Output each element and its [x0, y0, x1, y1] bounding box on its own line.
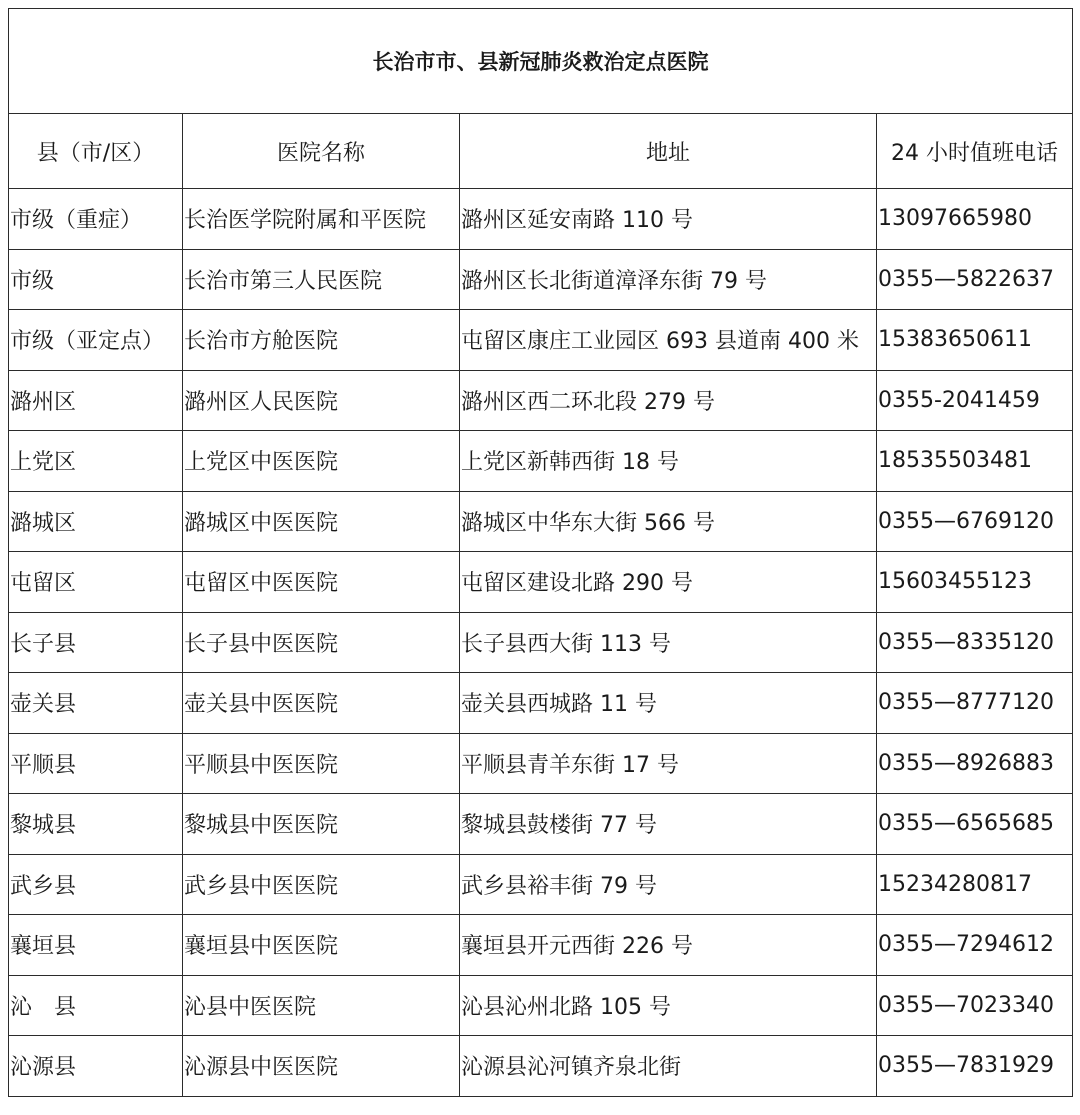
- cell-address: 黎城县鼓楼街 77 号: [460, 794, 877, 855]
- cell-phone: 0355—5822637: [877, 249, 1073, 310]
- table-row: [9, 612, 1073, 673]
- cell-address: 潞州区西二环北段 279 号: [460, 370, 877, 431]
- cell-hospital: 沁县中医医院: [183, 975, 460, 1036]
- cell-county: 平顺县: [9, 733, 183, 794]
- cell-phone: 15383650611: [877, 310, 1073, 371]
- cell-phone: 0355—6565685: [877, 794, 1073, 855]
- cell-address: 沁源县沁河镇齐泉北街: [460, 1036, 877, 1097]
- cell-county: 屯留区: [9, 552, 183, 613]
- cell-hospital: 武乡县中医医院: [183, 854, 460, 915]
- cell-address: 武乡县裕丰街 79 号: [460, 854, 877, 915]
- table-row: [9, 854, 1073, 915]
- cell-county: 潞州区: [9, 370, 183, 431]
- cell-county: 市级: [9, 249, 183, 310]
- cell-county: 沁 县: [9, 975, 183, 1036]
- cell-hospital: 潞城区中医医院: [183, 491, 460, 552]
- table-row: [9, 915, 1073, 976]
- table-row: [9, 310, 1073, 371]
- hospital-table: [8, 8, 1073, 1097]
- title-row: [9, 9, 1073, 114]
- table-row: [9, 1036, 1073, 1097]
- cell-hospital: 沁源县中医医院: [183, 1036, 460, 1097]
- cell-address: 襄垣县开元西街 226 号: [460, 915, 877, 976]
- cell-county: 市级（亚定点）: [9, 310, 183, 371]
- table-row: [9, 491, 1073, 552]
- cell-county: 黎城县: [9, 794, 183, 855]
- header-phone: 24 小时值班电话: [877, 114, 1073, 189]
- cell-address: 上党区新韩西街 18 号: [460, 431, 877, 492]
- header-hospital: 医院名称: [183, 114, 460, 189]
- cell-county: 武乡县: [9, 854, 183, 915]
- table-row: [9, 189, 1073, 250]
- cell-phone: 0355—8777120: [877, 673, 1073, 734]
- cell-phone: 13097665980: [877, 189, 1073, 250]
- cell-phone: 15603455123: [877, 552, 1073, 613]
- cell-county: 潞城区: [9, 491, 183, 552]
- table-row: [9, 249, 1073, 310]
- table-title: 长治市市、县新冠肺炎救治定点医院: [9, 9, 1073, 114]
- cell-address: 平顺县青羊东街 17 号: [460, 733, 877, 794]
- cell-county: 壶关县: [9, 673, 183, 734]
- cell-hospital: 长治市方舱医院: [183, 310, 460, 371]
- cell-phone: 0355—8335120: [877, 612, 1073, 673]
- table-row: [9, 794, 1073, 855]
- cell-phone: 18535503481: [877, 431, 1073, 492]
- table-row: [9, 370, 1073, 431]
- cell-phone: 0355—7294612: [877, 915, 1073, 976]
- cell-hospital: 黎城县中医医院: [183, 794, 460, 855]
- cell-county: 沁源县: [9, 1036, 183, 1097]
- cell-phone: 0355-2041459: [877, 370, 1073, 431]
- header-county: 县（市/区）: [9, 114, 183, 189]
- cell-hospital: 平顺县中医医院: [183, 733, 460, 794]
- cell-hospital: 上党区中医医院: [183, 431, 460, 492]
- cell-hospital: 长治市第三人民医院: [183, 249, 460, 310]
- cell-hospital: 长子县中医医院: [183, 612, 460, 673]
- table-row: [9, 552, 1073, 613]
- header-address: 地址: [460, 114, 877, 189]
- cell-address: 长子县西大街 113 号: [460, 612, 877, 673]
- cell-hospital: 襄垣县中医医院: [183, 915, 460, 976]
- cell-phone: 0355—7023340: [877, 975, 1073, 1036]
- cell-county: 襄垣县: [9, 915, 183, 976]
- cell-address: 潞州区长北街道漳泽东街 79 号: [460, 249, 877, 310]
- table-row: [9, 673, 1073, 734]
- cell-county: 上党区: [9, 431, 183, 492]
- cell-address: 壶关县西城路 11 号: [460, 673, 877, 734]
- cell-county: 长子县: [9, 612, 183, 673]
- document: [8, 8, 1072, 1097]
- cell-hospital: 潞州区人民医院: [183, 370, 460, 431]
- cell-address: 屯留区建设北路 290 号: [460, 552, 877, 613]
- cell-address: 沁县沁州北路 105 号: [460, 975, 877, 1036]
- cell-address: 潞州区延安南路 110 号: [460, 189, 877, 250]
- cell-county: 市级（重症）: [9, 189, 183, 250]
- cell-hospital: 屯留区中医医院: [183, 552, 460, 613]
- table-row: [9, 975, 1073, 1036]
- cell-address: 潞城区中华东大街 566 号: [460, 491, 877, 552]
- cell-phone: 0355—6769120: [877, 491, 1073, 552]
- cell-phone: 0355—7831929: [877, 1036, 1073, 1097]
- cell-phone: 0355—8926883: [877, 733, 1073, 794]
- header-row: [9, 114, 1073, 189]
- cell-hospital: 长治医学院附属和平医院: [183, 189, 460, 250]
- table-row: [9, 431, 1073, 492]
- cell-hospital: 壶关县中医医院: [183, 673, 460, 734]
- table-row: [9, 733, 1073, 794]
- cell-address: 屯留区康庄工业园区 693 县道南 400 米: [460, 310, 877, 371]
- cell-phone: 15234280817: [877, 854, 1073, 915]
